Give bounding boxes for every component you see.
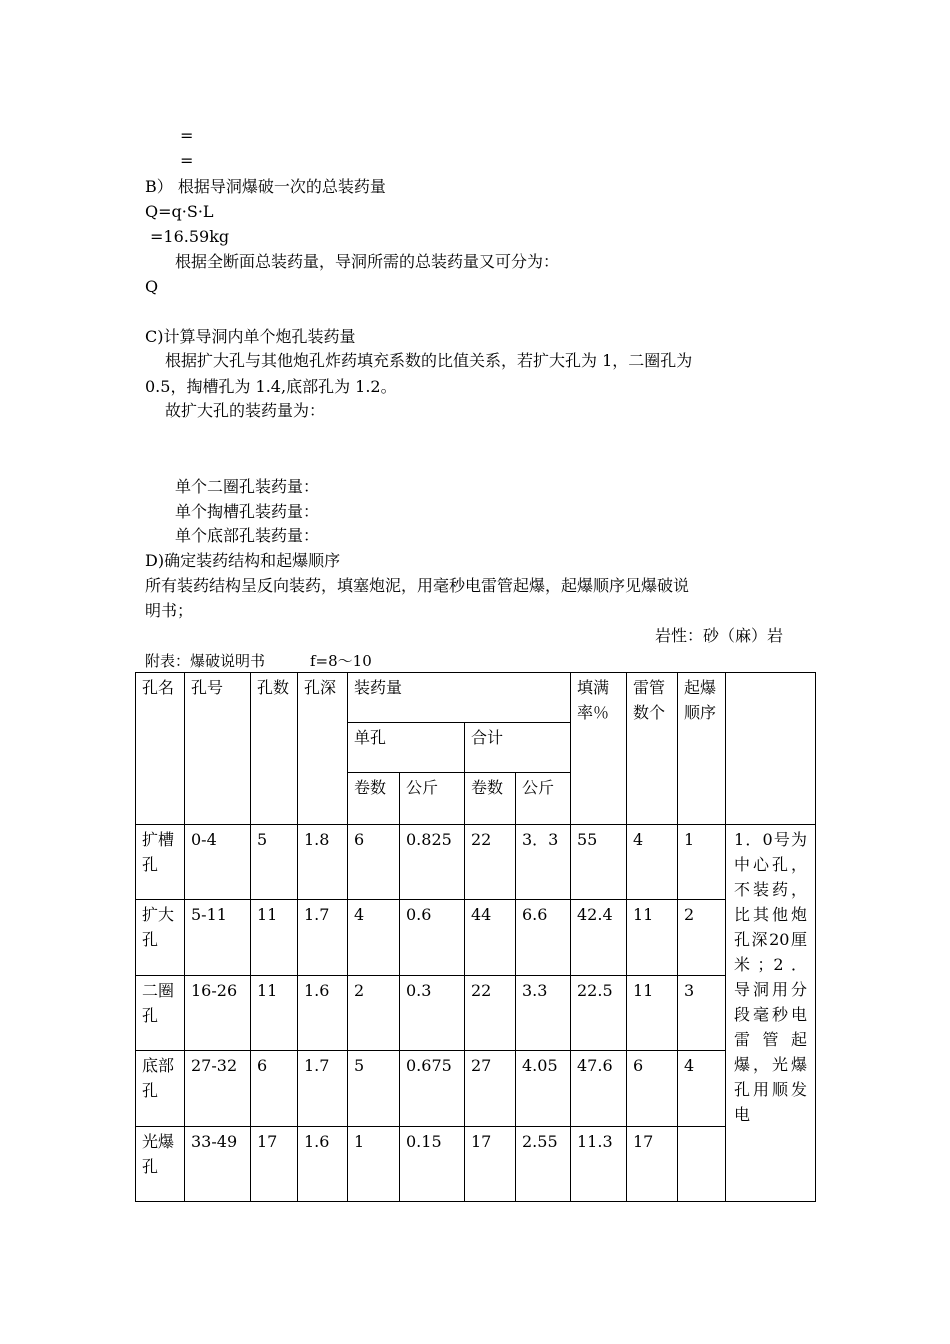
header-detonators: 雷管数个	[627, 673, 678, 825]
structure-text-2: 明书；	[145, 601, 194, 620]
cell-total-rolls: 17	[465, 1127, 516, 1202]
cell-count: 5	[251, 825, 298, 900]
cell-total-rolls: 22	[465, 825, 516, 900]
cell-depth: 1.7	[298, 900, 348, 976]
cell-total-kg: 4.05	[516, 1051, 571, 1127]
cell-no: 5-11	[185, 900, 251, 976]
header-sequence: 起爆顺序	[678, 673, 726, 825]
cell-rolls: 6	[348, 825, 400, 900]
cell-total-rolls: 44	[465, 900, 516, 976]
table-row	[136, 1127, 816, 1202]
cell-sequence: 1	[678, 825, 726, 900]
cell-name: 光爆孔	[136, 1127, 185, 1202]
cell-total-kg: 3．3	[516, 825, 571, 900]
ring2-charge-text: 单个二圈孔装药量：	[175, 477, 320, 496]
cell-no: 33-49	[185, 1127, 251, 1202]
cell-no: 27-32	[185, 1051, 251, 1127]
header-hole-no: 孔号	[185, 673, 251, 825]
cell-detonators: 17	[627, 1127, 678, 1202]
enlarge-charge-text: 故扩大孔的装药量为：	[165, 401, 326, 420]
cell-kg: 0.6	[400, 900, 465, 976]
structure-text-1: 所有装药结构呈反向装药，填塞炮泥，用毫秒电雷管起爆，起爆顺序见爆破说	[145, 576, 690, 595]
remarks-cell: 1．0号为中心孔，不装药，比其他炮孔深20厘米；2．导洞用分段毫秒电雷管起爆，光爆孔用顺发电	[726, 825, 816, 1202]
bottom-charge-text: 单个底部孔装药量：	[175, 526, 320, 545]
cell-kg: 0.825	[400, 825, 465, 900]
section-d-heading: D)确定装药结构和起爆顺序	[145, 551, 341, 570]
cell-detonators: 11	[627, 976, 678, 1051]
cell-fill: 42.4	[571, 900, 627, 976]
cell-name: 底部孔	[136, 1051, 185, 1127]
cell-sequence: 2	[678, 900, 726, 976]
cell-no: 16-26	[185, 976, 251, 1051]
cell-sequence: 3	[678, 976, 726, 1051]
cell-total-kg: 2.55	[516, 1127, 571, 1202]
header-hole-name: 孔名	[136, 673, 185, 825]
cell-name: 扩槽孔	[136, 825, 185, 900]
table-row	[136, 825, 816, 900]
cell-total-kg: 6.6	[516, 900, 571, 976]
q-formula: Q=q·S·L	[145, 202, 214, 221]
blasting-table	[135, 672, 816, 1202]
cell-depth: 1.6	[298, 976, 348, 1051]
cell-fill: 47.6	[571, 1051, 627, 1127]
cell-no: 0-4	[185, 825, 251, 900]
cell-fill: 22.5	[571, 976, 627, 1051]
cell-depth: 1.8	[298, 825, 348, 900]
cell-rolls: 2	[348, 976, 400, 1051]
cut-charge-text: 单个掏槽孔装药量：	[175, 502, 320, 521]
q-symbol: Q	[145, 277, 159, 296]
cell-detonators: 6	[627, 1051, 678, 1127]
cell-name: 扩大孔	[136, 900, 185, 976]
full-section-text: 根据全断面总装药量，导洞所需的总装药量又可分为：	[175, 252, 560, 271]
cell-sequence: 4	[678, 1051, 726, 1127]
table-row	[136, 976, 816, 1051]
table-row	[136, 900, 816, 976]
cell-rolls: 5	[348, 1051, 400, 1127]
cell-rolls: 4	[348, 900, 400, 976]
cell-fill: 55	[571, 825, 627, 900]
header-hole-depth: 孔深	[298, 673, 348, 825]
equation-line-1: =	[180, 126, 194, 145]
cell-rolls: 1	[348, 1127, 400, 1202]
cell-kg: 0.675	[400, 1051, 465, 1127]
cell-count: 11	[251, 976, 298, 1051]
header-rolls-total: 卷数	[465, 773, 516, 825]
cell-count: 6	[251, 1051, 298, 1127]
section-c-heading: C)计算导洞内单个炮孔装药量	[145, 327, 356, 346]
cell-total-rolls: 27	[465, 1051, 516, 1127]
header-single: 单孔	[348, 723, 465, 773]
header-hole-count: 孔数	[251, 673, 298, 825]
section-b-heading: B） 根据导洞爆破一次的总装药量	[145, 177, 386, 196]
cell-total-rolls: 22	[465, 976, 516, 1051]
header-fill-rate: 填满率％	[571, 673, 627, 825]
cell-kg: 0.15	[400, 1127, 465, 1202]
table-row	[136, 1051, 816, 1127]
cell-total-kg: 3.3	[516, 976, 571, 1051]
header-kg-total: 公斤	[516, 773, 571, 825]
cell-kg: 0.3	[400, 976, 465, 1051]
table-caption: 附表：爆破说明书	[145, 652, 266, 670]
cell-detonators: 11	[627, 900, 678, 976]
cell-count: 17	[251, 1127, 298, 1202]
cell-sequence	[678, 1127, 726, 1202]
header-charge: 装药量	[348, 673, 571, 723]
cell-depth: 1.6	[298, 1127, 348, 1202]
header-total: 合计	[465, 723, 571, 773]
equation-line-2: =	[180, 151, 194, 170]
rock-type: 岩性：砂（麻）岩	[655, 626, 784, 645]
f-value: f=8～10	[310, 652, 372, 670]
header-rolls: 卷数	[348, 773, 400, 825]
cell-depth: 1.7	[298, 1051, 348, 1127]
ratio-text-2: 0.5，掏槽孔为 1.4,底部孔为 1.2。	[145, 377, 397, 396]
cell-detonators: 4	[627, 825, 678, 900]
cell-count: 11	[251, 900, 298, 976]
header-kg: 公斤	[400, 773, 465, 825]
cell-fill: 11.3	[571, 1127, 627, 1202]
q-value: =16.59kg	[150, 227, 230, 246]
ratio-text-1: 根据扩大孔与其他炮孔炸药填充系数的比值关系，若扩大孔为 1，二圈孔为	[165, 351, 693, 370]
header-remarks	[726, 673, 816, 825]
cell-name: 二圈孔	[136, 976, 185, 1051]
